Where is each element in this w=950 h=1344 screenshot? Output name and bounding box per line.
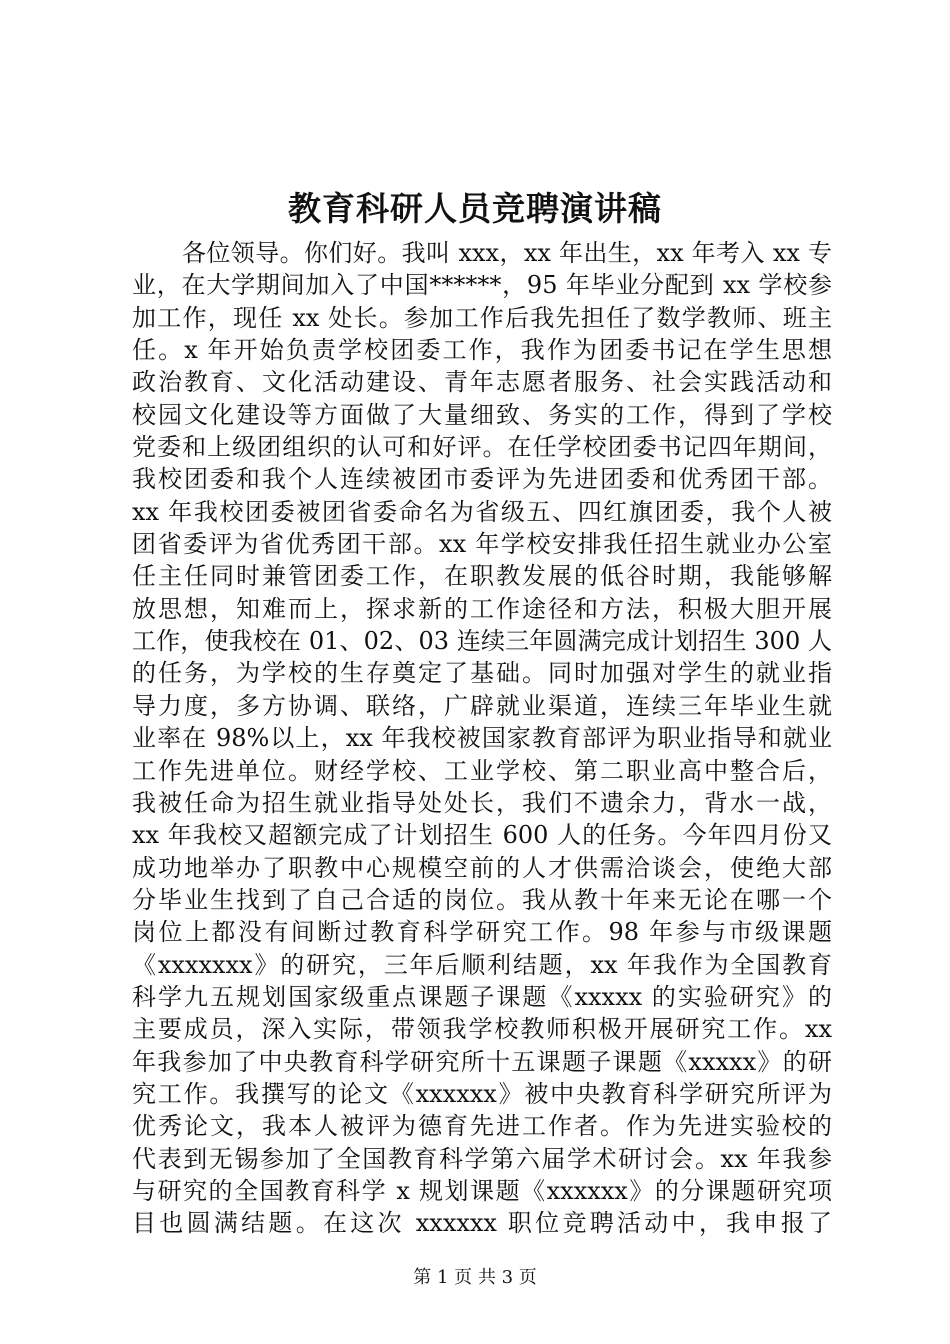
body-text-line: 与研究的全国教育科学 x 规划课题《xxxxxx》的分课题研究项 bbox=[132, 1176, 832, 1205]
body-text-line: 科学九五规划国家级重点课题子课题《xxxxx 的实验研究》的 bbox=[132, 982, 832, 1011]
body-text-line: 各位领导。你们好。我叫 xxx，xx 年出生，xx 年考入 xx 专 bbox=[182, 239, 832, 267]
body-text-line: 工作，使我校在 01、02、03 连续三年圆满完成计划招生 300 人 bbox=[132, 627, 832, 656]
document-title: 教育科研人员竞聘演讲稿 bbox=[288, 189, 662, 228]
body-text-line: xx 年我校团委被团省委命名为省级五、四红旗团委，我个人被 bbox=[132, 497, 832, 526]
body-text-line: 优秀论文，我本人被评为德育先进工作者。作为先进实验校的 bbox=[132, 1112, 832, 1141]
body-text-line: 导力度，多方协调、联络，广辟就业渠道，连续三年毕业生就 bbox=[132, 691, 832, 720]
page-footer: 第 1 页 共 3 页 bbox=[413, 1267, 537, 1288]
body-text-line: 政治教育、文化活动建设、青年志愿者服务、社会实践活动和 bbox=[132, 368, 832, 397]
body-text-line: 分毕业生找到了自己合适的岗位。我从教十年来无论在哪一个 bbox=[132, 885, 832, 914]
body-text-line: xx 年我校又超额完成了计划招生 600 人的任务。今年四月份又 bbox=[132, 821, 832, 850]
body-text-line: 我被任命为招生就业指导处处长，我们不遗余力，背水一战， bbox=[132, 788, 832, 817]
body-text-line: 岗位上都没有间断过教育科学研究工作。98 年参与市级课题 bbox=[132, 918, 832, 947]
body-text-line: 年我参加了中央教育科学研究所十五课题子课题《xxxxx》的研 bbox=[132, 1047, 832, 1076]
body-text-line: 校园文化建设等方面做了大量细致、务实的工作，得到了学校 bbox=[132, 400, 832, 429]
body-text-line: 主要成员，深入实际，带领我学校教师积极开展研究工作。xx bbox=[132, 1015, 832, 1044]
body-text-line: 成功地举办了职教中心规模空前的人才供需洽谈会，使绝大部 bbox=[132, 853, 832, 882]
body-text-line: 加工作，现任 xx 处长。参加工作后我先担任了数学教师、班主 bbox=[132, 303, 832, 332]
body-text-line: 究工作。我撰写的论文《xxxxxx》被中央教育科学研究所评为 bbox=[132, 1079, 832, 1108]
body-text-line: 代表到无锡参加了全国教育科学第六届学术研讨会。xx 年我参 bbox=[132, 1144, 832, 1173]
body-text-line: 业率在 98%以上，xx 年我校被国家教育部评为职业指导和就业 bbox=[132, 724, 832, 753]
body-text-line: 任主任同时兼管团委工作，在职教发展的低谷时期，我能够解 bbox=[132, 562, 832, 591]
body-text-line: 任。x 年开始负责学校团委工作，我作为团委书记在学生思想 bbox=[132, 336, 832, 365]
body-text-line: 业，在大学期间加入了中国******，95 年毕业分配到 xx 学校参 bbox=[132, 271, 832, 300]
body-text-line: 的任务，为学校的生存奠定了基础。同时加强对学生的就业指 bbox=[132, 659, 832, 688]
body-text-line: 我校团委和我个人连续被团市委评为先进团委和优秀团干部。 bbox=[132, 465, 832, 494]
body-text-line: 党委和上级团组织的认可和好评。在任学校团委书记四年期间， bbox=[132, 433, 832, 462]
body-text-line: 目也圆满结题。在这次 xxxxxx 职位竞聘活动中，我申报了 bbox=[132, 1209, 832, 1238]
body-text-line: 《xxxxxxx》的研究，三年后顺利结题，xx 年我作为全国教育 bbox=[132, 950, 832, 979]
body-text-line: 放思想，知难而上，探求新的工作途径和方法，积极大胆开展 bbox=[132, 594, 832, 623]
document-body bbox=[132, 237, 832, 1240]
body-text-line: 工作先进单位。财经学校、工业学校、第二职业高中整合后， bbox=[132, 756, 832, 785]
body-text-line: 团省委评为省优秀团干部。xx 年学校安排我任招生就业办公室 bbox=[132, 530, 832, 559]
